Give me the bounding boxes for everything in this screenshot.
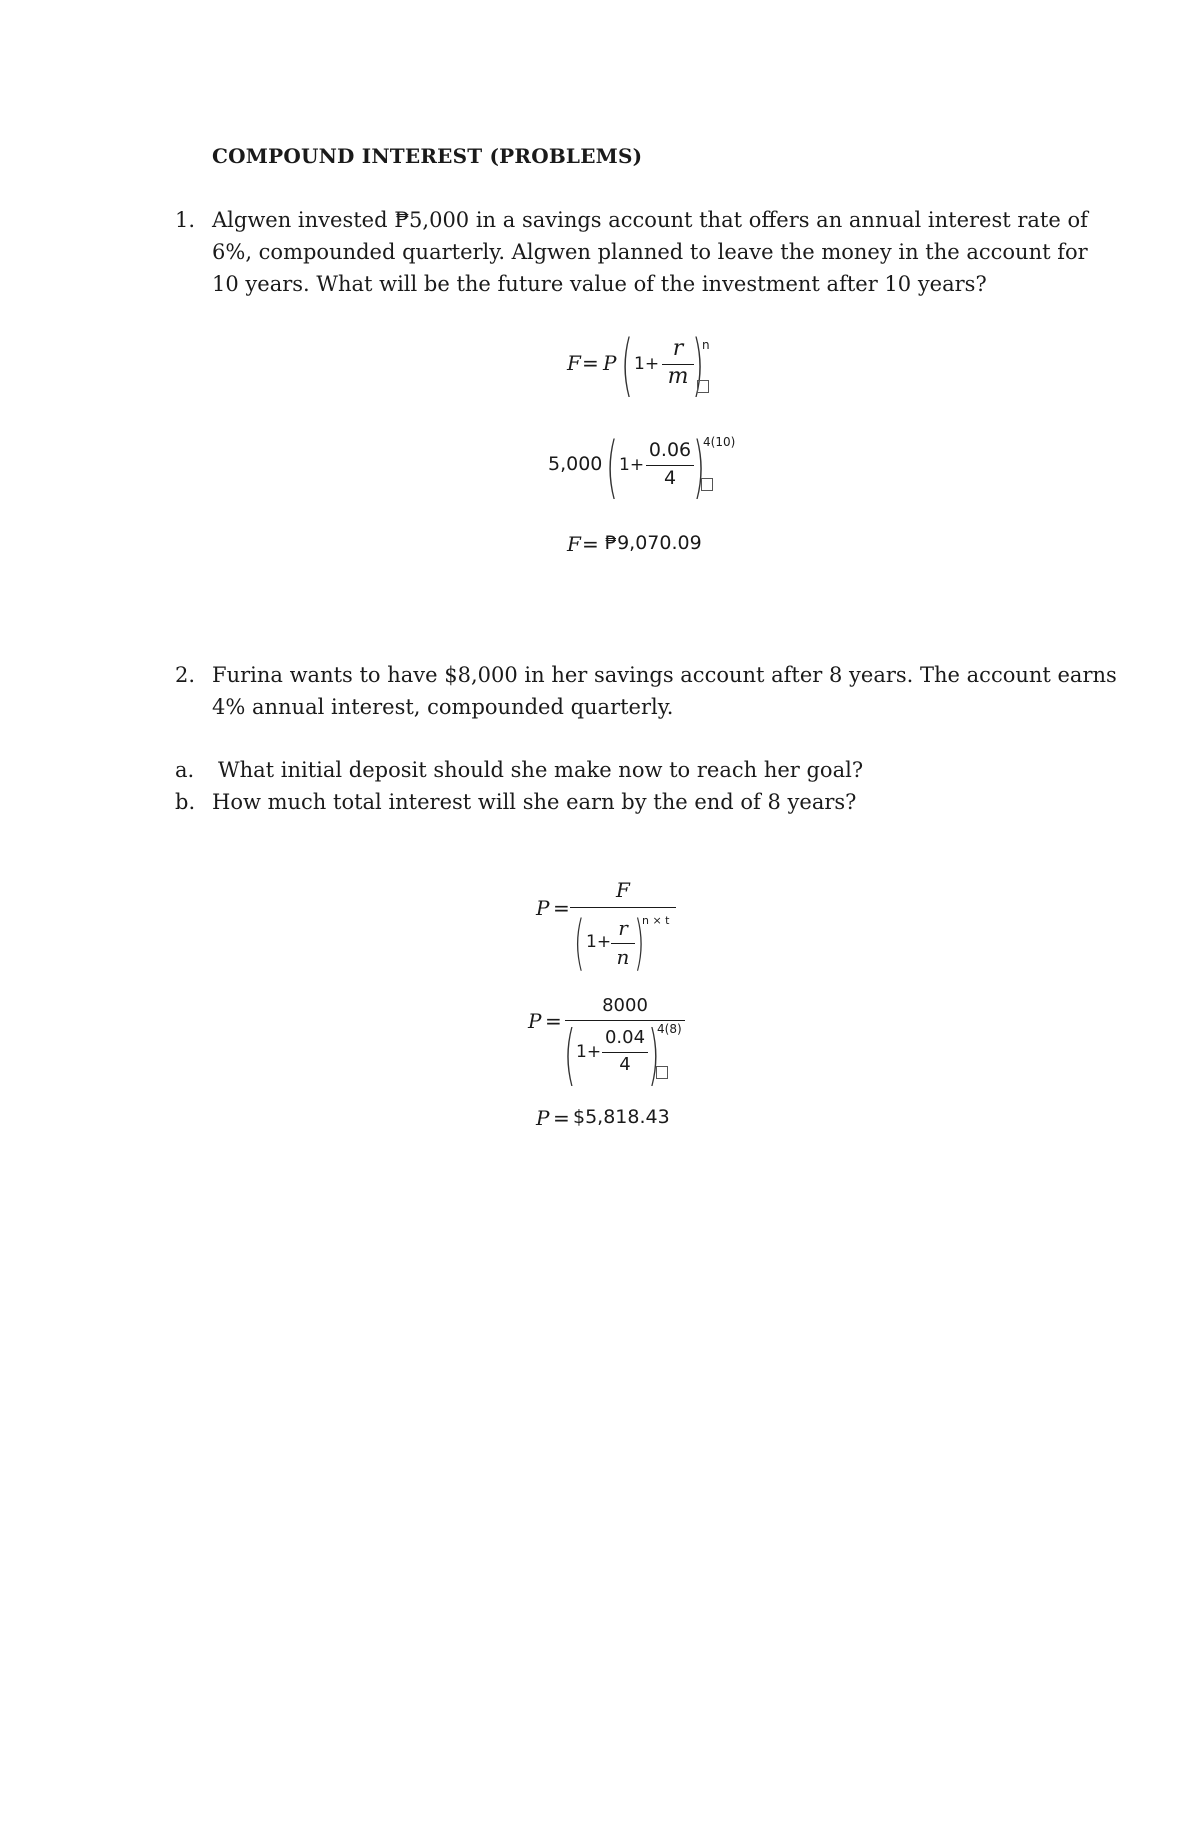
present-value: $5,818.43 bbox=[573, 1106, 670, 1128]
subst-lhs-p: P bbox=[528, 1009, 542, 1033]
right-paren: ) bbox=[693, 428, 705, 507]
problem-2-line-2: 4% annual interest, compounded quarterly. bbox=[212, 695, 674, 719]
exponent-4-10: 4(10) bbox=[703, 435, 736, 449]
part-a-label: a. bbox=[175, 758, 195, 782]
principal-value: 5,000 bbox=[548, 453, 603, 475]
left-paren: ( bbox=[606, 428, 618, 507]
main-fraction-bar bbox=[565, 1020, 685, 1021]
document-title: COMPOUND INTEREST (PROBLEMS) bbox=[212, 144, 643, 168]
future-value: ₱9,070.09 bbox=[605, 532, 702, 554]
exponent-n: n bbox=[702, 338, 710, 352]
result-equals: = bbox=[553, 1106, 570, 1130]
inner-fraction-bar bbox=[611, 943, 635, 944]
fraction-denominator-m: m bbox=[667, 364, 689, 389]
problem-1-line-3: 10 years. What will be the future value of the investment after 10 years? bbox=[212, 272, 987, 296]
rate-denominator: 4 bbox=[663, 467, 677, 489]
right-paren: ) bbox=[692, 326, 704, 405]
result-lhs-f: F bbox=[567, 532, 581, 556]
rate-denominator: 4 bbox=[619, 1054, 631, 1075]
exponent-n-times-t: n × t bbox=[642, 914, 670, 927]
exponent-4-8: 4(8) bbox=[657, 1022, 682, 1036]
problem-2-number: 2. bbox=[175, 663, 196, 687]
numerator-f: F bbox=[616, 878, 630, 902]
problem-1-number: 1. bbox=[175, 208, 196, 232]
fraction-bar bbox=[646, 465, 694, 466]
placeholder-box bbox=[656, 1066, 668, 1079]
inner-fraction-bar bbox=[602, 1052, 648, 1053]
right-paren: ) bbox=[634, 908, 645, 978]
part-b-text: How much total interest will she earn by the end of 8 years? bbox=[212, 790, 857, 814]
inner-numerator-r: r bbox=[618, 916, 628, 940]
left-paren: ( bbox=[621, 326, 633, 405]
formula-lhs-p: P bbox=[536, 896, 550, 920]
rate-numerator: 0.04 bbox=[604, 1027, 646, 1048]
subst-equals: = bbox=[545, 1009, 562, 1033]
one-plus: 1+ bbox=[576, 1042, 602, 1062]
rate-numerator: 0.06 bbox=[648, 439, 692, 461]
right-paren: ) bbox=[648, 1016, 660, 1093]
result-equals: = bbox=[582, 532, 599, 556]
problem-1-line-2: 6%, compounded quarterly. Algwen planned to leave the money in the account for bbox=[212, 240, 1088, 264]
problem-2-line-1: Furina wants to have $8,000 in her savings account after 8 years. The account earns bbox=[212, 663, 1117, 687]
result-lhs-p: P bbox=[536, 1106, 550, 1130]
left-paren: ( bbox=[564, 1016, 576, 1093]
formula-one-plus: 1+ bbox=[634, 354, 660, 374]
numerator-8000: 8000 bbox=[602, 995, 648, 1016]
placeholder-box bbox=[697, 380, 709, 393]
left-paren: ( bbox=[574, 908, 585, 978]
formula-p: P bbox=[603, 351, 617, 375]
inner-denominator-n: n bbox=[616, 945, 630, 969]
main-fraction-bar bbox=[570, 907, 676, 908]
fraction-numerator-r: r bbox=[672, 336, 684, 361]
formula-lhs-f: F bbox=[567, 351, 581, 375]
one-plus: 1+ bbox=[586, 932, 612, 952]
part-b-label: b. bbox=[175, 790, 196, 814]
part-a-text: What initial deposit should she make now to reach her goal? bbox=[218, 758, 864, 782]
placeholder-box bbox=[701, 478, 713, 491]
one-plus: 1+ bbox=[619, 455, 645, 475]
formula-equals: = bbox=[582, 351, 599, 375]
formula-equals: = bbox=[553, 896, 570, 920]
problem-1-line-1: Algwen invested ₱5,000 in a savings account that offers an annual interest rate of bbox=[212, 208, 1088, 232]
